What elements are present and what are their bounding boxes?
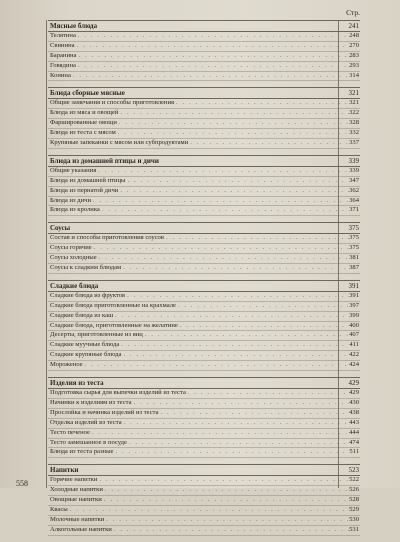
dot-leader <box>96 167 349 176</box>
page-number: 558 <box>16 479 28 488</box>
entry-title: Подготовка сырья для выпечки изделий из теста <box>50 389 186 397</box>
toc-entry <box>48 129 360 139</box>
section-title: Напитки <box>50 466 79 475</box>
toc-entry <box>48 119 360 129</box>
section-title: Изделия из теста <box>50 379 104 388</box>
entry-title: Сладкие блюда из фруктов <box>50 291 126 299</box>
dot-leader <box>71 72 349 81</box>
dot-leader <box>118 187 349 196</box>
toc-entry <box>48 302 360 312</box>
entry-page: 526 <box>349 486 359 494</box>
entry-page: 444 <box>349 428 359 436</box>
entry-title: Фаршированные овощи <box>50 119 117 127</box>
entry-title: Соусы холодные <box>50 254 97 262</box>
toc-entry <box>48 399 360 409</box>
toc-entry <box>48 234 360 244</box>
entry-page: 443 <box>349 418 359 426</box>
entry-page: 530 <box>349 515 359 523</box>
entry-title: Алкогольные напитки <box>50 525 112 533</box>
toc-entry <box>48 526 360 536</box>
entry-page: 407 <box>349 331 359 339</box>
dot-leader <box>92 244 349 253</box>
entry-title: Блюда из мяса и овощей <box>50 109 119 117</box>
entry-page: 332 <box>349 129 359 137</box>
toc-entry <box>48 72 360 82</box>
entry-title: Говядина <box>50 61 76 69</box>
entry-title: Сладкие муучные блюда <box>50 341 120 349</box>
toc-entry <box>48 322 360 332</box>
dot-leader <box>76 62 349 71</box>
entry-page: 371 <box>349 206 359 214</box>
entry-page: 399 <box>349 311 359 319</box>
entry-title: Блюда из домашней птицы <box>50 176 126 184</box>
entry-title: Тесто замешанное в посуде <box>50 438 127 446</box>
toc-entry <box>48 177 360 187</box>
entry-page: 391 <box>349 291 359 299</box>
toc-entry <box>48 506 360 516</box>
toc-entry <box>48 429 360 439</box>
entry-title: Горячие напитки <box>50 476 98 484</box>
toc-section <box>48 464 360 535</box>
dot-leader <box>102 496 349 505</box>
entry-title: Соусы горячие <box>50 244 92 252</box>
dot-leader <box>104 516 349 525</box>
dot-leader <box>164 234 349 243</box>
entry-title: Общие указания <box>50 166 97 174</box>
entry-page: 422 <box>349 351 359 359</box>
entry-page: 381 <box>349 254 359 262</box>
section-title: Мясные блюда <box>50 22 98 30</box>
toc-entry <box>48 351 360 361</box>
dot-leader <box>121 351 349 360</box>
section-title-row <box>48 20 360 32</box>
entry-page: 322 <box>349 109 359 117</box>
entry-title: Общие замечания и способы приготовления <box>50 99 175 107</box>
toc-entry <box>48 197 360 207</box>
toc-entry <box>48 254 360 264</box>
entry-page: 411 <box>349 341 359 349</box>
entry-page: 529 <box>349 505 359 513</box>
dot-leader <box>97 476 349 485</box>
entry-title: Конина <box>50 71 71 79</box>
section-title-row <box>48 280 360 292</box>
toc-entry <box>48 42 360 52</box>
entry-title: Сладкие крупяные блюда <box>50 351 122 359</box>
toc-entry <box>48 52 360 62</box>
dot-leader <box>90 429 349 438</box>
toc-entry <box>48 476 360 486</box>
toc-entry <box>48 32 360 42</box>
dot-leader <box>125 292 349 301</box>
entry-title: Квасы <box>50 505 68 513</box>
entry-page: 528 <box>349 496 359 504</box>
page-column-header <box>48 4 360 20</box>
entry-title: Крупяные запеканки с мясом или субпродуктами <box>50 139 189 147</box>
toc-section <box>48 377 360 458</box>
dot-leader <box>143 331 349 340</box>
dot-leader <box>159 409 350 418</box>
table-of-contents <box>48 0 360 542</box>
toc-entry <box>48 312 360 322</box>
entry-title: Мороженое <box>50 361 83 369</box>
entry-page: 522 <box>349 476 359 484</box>
toc-entry <box>48 109 360 119</box>
dot-leader <box>76 52 349 61</box>
dot-leader <box>121 264 349 273</box>
toc-entry <box>48 292 360 302</box>
toc-section <box>48 87 360 148</box>
dot-leader <box>119 341 349 350</box>
dot-leader <box>125 177 349 186</box>
entry-page: 474 <box>349 438 359 446</box>
entry-title: Свинина <box>50 41 75 49</box>
toc-section <box>48 20 360 81</box>
toc-entry <box>48 516 360 526</box>
entry-page: 283 <box>349 51 359 59</box>
toc-entry <box>48 341 360 351</box>
entry-page: 364 <box>349 196 359 204</box>
section-gap <box>48 536 360 542</box>
section-title-row <box>48 464 360 476</box>
section-page: 429 <box>348 379 359 388</box>
section-title: Соусы <box>50 224 71 233</box>
entry-title: Сладкие блюда приготовленные на крахмале <box>50 301 176 309</box>
entry-title: Сладкие блюда, приготовленные на желатине <box>50 321 178 329</box>
dot-leader <box>127 439 349 448</box>
section-page: 375 <box>348 224 359 233</box>
entry-page: 424 <box>349 361 359 369</box>
section-page: 241 <box>348 22 359 30</box>
dot-leader <box>116 129 349 138</box>
dot-leader <box>76 32 349 41</box>
entry-title: Молочные напитки <box>50 515 105 523</box>
entry-page: 430 <box>349 398 359 406</box>
entry-page: 387 <box>349 264 359 272</box>
toc-entry <box>48 389 360 399</box>
entry-page: 397 <box>349 301 359 309</box>
toc-entry <box>48 361 360 371</box>
dot-leader <box>91 197 349 206</box>
entry-page: 400 <box>349 321 359 329</box>
entry-page: 375 <box>349 234 359 242</box>
entry-title: Начинки к изделиям из теста <box>50 398 132 406</box>
toc-entry <box>48 187 360 197</box>
entry-title: Десерты, приготовленные из яиц <box>50 331 143 339</box>
section-title-row <box>48 87 360 99</box>
dot-leader <box>113 448 349 457</box>
section-title: Блюда сборные мясные <box>50 89 125 98</box>
section-page: 523 <box>348 466 359 475</box>
entry-title: Баранина <box>50 51 77 59</box>
entry-page: 337 <box>349 139 359 147</box>
entry-page: 511 <box>349 448 359 456</box>
entry-page: 328 <box>349 119 359 127</box>
dot-leader <box>112 526 349 535</box>
section-title: Блюда из домашней птицы и дичи <box>50 156 159 165</box>
entry-page: 339 <box>349 166 359 174</box>
dot-leader <box>122 419 349 428</box>
section-page: 391 <box>348 281 359 290</box>
toc-entry <box>48 62 360 72</box>
section-page: 321 <box>348 89 359 98</box>
entry-title: Блюда из теста разные <box>50 448 114 456</box>
section-title-row <box>48 377 360 389</box>
page-column-label: Стр. <box>346 7 360 17</box>
entry-page: 375 <box>349 244 359 252</box>
dot-leader <box>176 302 349 311</box>
entry-title: Тесто печеное <box>50 428 90 436</box>
dot-leader <box>83 361 349 370</box>
toc-section <box>48 155 360 216</box>
entry-page: 270 <box>349 41 359 49</box>
entry-title: Состав и способы приготовления соусов <box>50 234 164 242</box>
toc-entry <box>48 139 360 149</box>
left-rule <box>46 20 47 488</box>
section-page: 339 <box>348 156 359 165</box>
entry-page: 362 <box>349 186 359 194</box>
dot-leader <box>188 139 349 148</box>
entry-title: Блюда из пернатой дичи <box>50 186 119 194</box>
toc-entry <box>48 419 360 429</box>
entry-title: Блюда из теста с мясом <box>50 129 116 137</box>
entry-title: Блюда из кролика <box>50 206 100 214</box>
entry-page: 531 <box>349 525 359 533</box>
dot-leader <box>68 506 349 515</box>
entry-page: 321 <box>349 99 359 107</box>
dot-leader <box>75 42 350 51</box>
dot-leader <box>100 206 349 215</box>
toc-entry <box>48 331 360 341</box>
toc-entry <box>48 448 360 458</box>
dot-leader <box>97 254 349 263</box>
toc-entry <box>48 244 360 254</box>
section-title-row <box>48 222 360 234</box>
dot-leader <box>117 119 349 128</box>
toc-entry <box>48 167 360 177</box>
entry-page: 314 <box>349 71 359 79</box>
toc-entry <box>48 496 360 506</box>
entry-title: Соусы к сладким блюдам <box>50 264 122 272</box>
toc-section <box>48 222 360 274</box>
toc-entry <box>48 439 360 449</box>
toc-entry <box>48 99 360 109</box>
dot-leader <box>186 389 349 398</box>
section-title: Сладкие блюда <box>50 281 99 290</box>
toc-entry <box>48 409 360 419</box>
entry-page: 438 <box>349 408 359 416</box>
entry-title: Блюда из дичи <box>50 196 92 204</box>
section-title-row <box>48 155 360 167</box>
entry-page: 347 <box>349 176 359 184</box>
entry-title: Сладкие блюда из каш <box>50 311 114 319</box>
toc-entry <box>48 264 360 274</box>
dot-leader <box>132 399 350 408</box>
entry-page: 248 <box>349 32 359 39</box>
toc-entry <box>48 206 360 216</box>
entry-page: 429 <box>349 389 359 397</box>
dot-leader <box>174 99 349 108</box>
entry-title: Телятина <box>50 32 76 39</box>
entry-page: 293 <box>349 61 359 69</box>
dot-leader <box>178 322 349 331</box>
entry-title: Прослойка и начинка изделий из теста <box>50 408 159 416</box>
dot-leader <box>113 312 349 321</box>
dot-leader <box>118 109 349 118</box>
entry-title: Отделка изделий из теста <box>50 418 122 426</box>
toc-section <box>48 280 360 371</box>
entry-title: Овощные напитки <box>50 496 102 504</box>
entry-title: Холодные напитки <box>50 486 103 494</box>
